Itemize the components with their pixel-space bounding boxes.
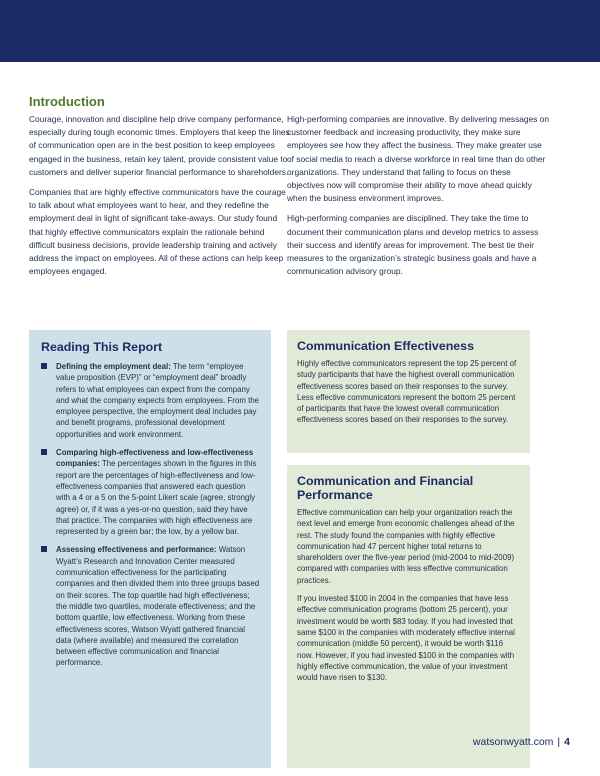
list-item-text: Watson Wyatt’s Research and Innovation Center measured communication effectiveness for the participating companies and then divided them into three groups based on their scores. The top quartile had high effectiveness; the middle two quartiles, moderate effectiveness; and the bottom quartile, low effectiveness. Working from these effectiveness scores, Watson Wyatt gathered financial data (where available) and measured the correlation between effective communication and financial performance. [56,545,260,668]
list-item [39,361,261,440]
footer-separator: | [557,736,561,748]
square-bullet-icon [41,449,47,455]
intro-paragraph: Courage, innovation and discipline help drive company performance, especially during tough economic times. Employers that keep the lines of communication open are in the best position to keep employees engaged in the business, retain key talent, provide consistent value to customers and deliver superior financial performance to shareholders. [29,114,290,177]
footer-site-link[interactable]: watsonwyatt.com [472,736,554,748]
list-item [39,447,261,537]
list-item [39,544,261,668]
square-bullet-icon [41,363,47,369]
reading-report-list [39,361,261,669]
intro-left-column [29,113,292,285]
intro-right-column [287,113,550,285]
square-bullet-icon [41,546,47,552]
financial-performance-box [287,465,530,768]
list-item-lead: Assessing effectiveness and performance: [56,545,217,555]
reading-report-heading: Reading This Report [41,340,163,354]
page-footer [473,736,570,748]
communication-effectiveness-text: Highly effective communicators represent the top 25 percent of study participants that have the highest overall communication effectiveness scores based on their responses to the survey. Less effective communicators represent the bottom 25 percent of participants that have the lowest overall communication effectiveness scores based on their responses to the survey. [297,359,517,425]
header-bar [0,0,600,62]
intro-paragraph: Companies that are highly effective communicators have the courage to talk about what employees want to hear, and they redefine the employment deal in light of significant take-aways. Our study found that highly effective communicators explain the rationale behind difficult business decisions, provide leadership training and actively address the impact on employees. All of these actions can help keep employees engaged. [29,187,286,277]
list-item-lead: Defining the employment deal: [56,362,171,371]
intro-heading: Introduction [29,94,105,109]
list-item-lead: Comparing high-effectiveness and low-effectiveness companies: [56,448,254,469]
financial-performance-paragraph: If you invested $100 in 2004 in the companies that have less effective communication programs (bottom 25 percent), your investment would be worth $83 today. If you had invested that same $100 in the companies with moderately effective internal communication (middle 50 percent), it would be worth $116 now. However, if you had invested $100 in the companies with highly effective communication, the value of your investment would have risen to $130. [297,594,515,683]
intro-paragraph: High-performing companies are innovative. By delivering messages on customer feedback and increasing productivity, they make sure employees see how they affect the business. They make greater use of social media to reach a diverse workforce in real time than do other organizations. They understand that failing to focus on these objectives now will compromise their ability to move ahead quickly when the business environment improves. [287,114,550,204]
financial-performance-heading: Communication and Financial Performance [297,474,474,502]
intro-paragraph: High-performing companies are disciplined. They take the time to document their communication plans and develop metrics to assess their success and identify areas for improvement. The best tie their measures to the organization’s strategic business goals and have a communication advisory group. [287,213,539,277]
communication-effectiveness-heading: Communication Effectiveness [297,339,474,353]
list-item-text: The term “employee value proposition (EVP)” or “employment deal” broadly refers to what employees can expect from the company and what the company expects from employees. From the employee perspective, the employment deal includes pay and benefit programs, professional development opportunities and work environment. [56,362,260,439]
reading-report-box [29,330,271,768]
page-number: 4 [564,736,570,748]
list-item-text: The percentages shown in the figures in this report are the percentages of high-effectiveness and low-effectiveness companies that answered each question with a 4 or a 5 on the 5-point Likert scale (agree, strongly agree) or, if it was a yes-or-no question, said they have that practice. The companies with high effectiveness are represented by a green bar; the low, by a yellow bar. [56,459,257,537]
communication-effectiveness-box [287,330,530,453]
financial-performance-paragraph: Effective communication can help your organization reach the next level and emerge from economic challenges ahead of the rest. The study found the companies with highly effective communication had 47 percent higher total returns to shareholders over the five-year period (mid-2004 to mid-2009) compared with companies with less effective communication practices. [297,508,515,585]
